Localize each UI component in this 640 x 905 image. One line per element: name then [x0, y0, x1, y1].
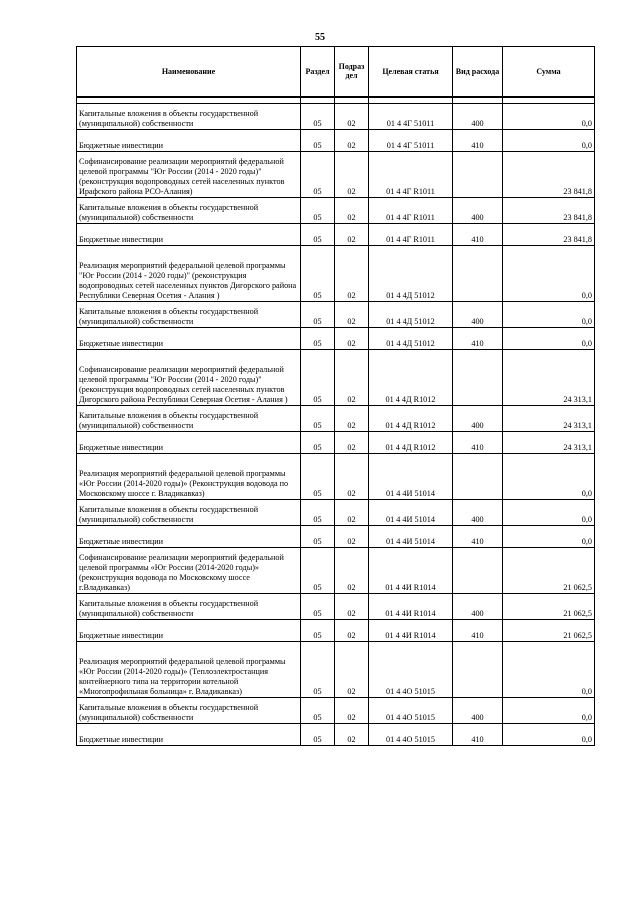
cell-sum: 0,0 [503, 454, 595, 500]
header-razdel: Раздел [301, 47, 335, 97]
cell-razdel: 05 [301, 302, 335, 328]
cell-razdel: 05 [301, 130, 335, 152]
cell-name: Реализация мероприятий федеральной целевой программы "Юг России (2014 - 2020 годы)" (реконструкция водопроводных сетей населенных пунктов Дигорского района Республики Северная Осетия - Алания ) [77, 246, 301, 302]
cell-razdel: 05 [301, 724, 335, 746]
cell-name: Капитальные вложения в объекты государственной (муниципальной) собственности [77, 104, 301, 130]
cell-target: 01 4 4О 51015 [369, 642, 453, 698]
cell-razdel: 05 [301, 620, 335, 642]
cell-sum: 0,0 [503, 130, 595, 152]
cell-podrazdel: 02 [335, 246, 369, 302]
header-target: Целевая статья [369, 47, 453, 97]
cell-target: 01 4 4Д 51012 [369, 302, 453, 328]
cell-target: 01 4 4И R1014 [369, 594, 453, 620]
table-row [77, 724, 595, 746]
cell-vid [453, 548, 503, 594]
cell-target: 01 4 4Г R1011 [369, 224, 453, 246]
cell-name: Софинансирование реализации мероприятий федеральной целевой программы "Юг России (2014 - 2020 годы)" (реконструкция водопроводных сетей населенных пунктов Дигорского района Республики Северная Осетия - Алания ) [77, 350, 301, 406]
table-body [77, 104, 595, 746]
cell-vid: 410 [453, 432, 503, 454]
cell-razdel: 05 [301, 406, 335, 432]
cell-sum: 0,0 [503, 104, 595, 130]
cell-target: 01 4 4Г R1011 [369, 152, 453, 198]
cell-name: Капитальные вложения в объекты государственной (муниципальной) собственности [77, 594, 301, 620]
cell-podrazdel: 02 [335, 302, 369, 328]
cell-name: Бюджетные инвестиции [77, 432, 301, 454]
header-sum: Сумма [503, 47, 595, 97]
cell-name: Капитальные вложения в объекты государственной (муниципальной) собственности [77, 406, 301, 432]
cell-name: Капитальные вложения в объекты государственной (муниципальной) собственности [77, 302, 301, 328]
cell-vid: 400 [453, 594, 503, 620]
cell-target: 01 4 4И R1014 [369, 620, 453, 642]
cell-razdel: 05 [301, 500, 335, 526]
cell-podrazdel: 02 [335, 620, 369, 642]
table-row [77, 620, 595, 642]
cell-podrazdel: 02 [335, 432, 369, 454]
cell-podrazdel: 02 [335, 152, 369, 198]
table-row [77, 104, 595, 130]
table-row [77, 594, 595, 620]
table-row [77, 224, 595, 246]
cell-vid: 400 [453, 500, 503, 526]
cell-target: 01 4 4Д R1012 [369, 406, 453, 432]
cell-sum: 23 841,8 [503, 224, 595, 246]
cell-razdel: 05 [301, 246, 335, 302]
cell-name: Бюджетные инвестиции [77, 620, 301, 642]
cell-razdel: 05 [301, 104, 335, 130]
cell-vid: 400 [453, 406, 503, 432]
cell-razdel: 05 [301, 548, 335, 594]
cell-name: Бюджетные инвестиции [77, 526, 301, 548]
cell-name: Капитальные вложения в объекты государственной (муниципальной) собственности [77, 198, 301, 224]
cell-vid: 410 [453, 526, 503, 548]
cell-vid [453, 642, 503, 698]
cell-podrazdel: 02 [335, 642, 369, 698]
cell-podrazdel: 02 [335, 500, 369, 526]
cell-vid: 400 [453, 698, 503, 724]
table-row [77, 454, 595, 500]
cell-target: 01 4 4Г 51011 [369, 104, 453, 130]
cell-name: Бюджетные инвестиции [77, 130, 301, 152]
cell-vid [453, 350, 503, 406]
cell-sum: 0,0 [503, 724, 595, 746]
cell-target: 01 4 4И R1014 [369, 548, 453, 594]
cell-target: 01 4 4И 51014 [369, 454, 453, 500]
cell-podrazdel: 02 [335, 594, 369, 620]
table-header [77, 47, 595, 104]
table-row [77, 198, 595, 224]
cell-podrazdel: 02 [335, 130, 369, 152]
cell-podrazdel: 02 [335, 406, 369, 432]
cell-vid: 400 [453, 198, 503, 224]
table-row [77, 246, 595, 302]
cell-sum: 23 841,8 [503, 198, 595, 224]
cell-vid: 410 [453, 724, 503, 746]
cell-razdel: 05 [301, 454, 335, 500]
cell-target: 01 4 4И 51014 [369, 500, 453, 526]
cell-target: 01 4 4О 51015 [369, 698, 453, 724]
cell-sum: 0,0 [503, 526, 595, 548]
cell-sum: 0,0 [503, 698, 595, 724]
table-row [77, 130, 595, 152]
table-row [77, 432, 595, 454]
table-row [77, 698, 595, 724]
table-row [77, 328, 595, 350]
cell-sum: 0,0 [503, 328, 595, 350]
cell-name: Капитальные вложения в объекты государственной (муниципальной) собственности [77, 698, 301, 724]
cell-podrazdel: 02 [335, 328, 369, 350]
cell-razdel: 05 [301, 594, 335, 620]
cell-vid [453, 152, 503, 198]
cell-name: Капитальные вложения в объекты государственной (муниципальной) собственности [77, 500, 301, 526]
cell-vid: 400 [453, 302, 503, 328]
cell-razdel: 05 [301, 224, 335, 246]
cell-vid: 410 [453, 620, 503, 642]
cell-razdel: 05 [301, 328, 335, 350]
cell-sum: 24 313,1 [503, 432, 595, 454]
table-row [77, 350, 595, 406]
cell-razdel: 05 [301, 152, 335, 198]
cell-vid [453, 454, 503, 500]
cell-name: Софинансирование реализации мероприятий федеральной целевой программы «Юг России (2014-2020 годы)» (реконструкция водовода по Московскому шоссе г.Владикавказ) [77, 548, 301, 594]
cell-name: Реализация мероприятий федеральной целевой программы «Юг России (2014-2020 годы)» (Теплоэлектростанция контейнерного типа на территории котельной «Многопрофильная больница» г. Владикавказ) [77, 642, 301, 698]
cell-podrazdel: 02 [335, 724, 369, 746]
cell-podrazdel: 02 [335, 198, 369, 224]
cell-target: 01 4 4Д 51012 [369, 246, 453, 302]
cell-podrazdel: 02 [335, 224, 369, 246]
table-row [77, 302, 595, 328]
cell-podrazdel: 02 [335, 548, 369, 594]
cell-target: 01 4 4Д 51012 [369, 328, 453, 350]
cell-target: 01 4 4Д R1012 [369, 350, 453, 406]
cell-razdel: 05 [301, 526, 335, 548]
table-row [77, 152, 595, 198]
cell-podrazdel: 02 [335, 104, 369, 130]
table-row [77, 526, 595, 548]
header-vid: Вид расхода [453, 47, 503, 97]
cell-sum: 0,0 [503, 642, 595, 698]
budget-table [76, 46, 595, 746]
cell-sum: 21 062,5 [503, 620, 595, 642]
cell-sum: 24 313,1 [503, 350, 595, 406]
cell-target: 01 4 4Д R1012 [369, 432, 453, 454]
cell-name: Бюджетные инвестиции [77, 328, 301, 350]
cell-razdel: 05 [301, 432, 335, 454]
cell-vid: 410 [453, 328, 503, 350]
cell-vid: 410 [453, 130, 503, 152]
cell-name: Софинансирование реализации мероприятий федеральной целевой программы "Юг России (2014 - 2020 годы)" (реконструкция водопроводных сетей населенных пунктов Ирафского района РСО-Алания) [77, 152, 301, 198]
page-number: 55 [315, 32, 325, 43]
cell-sum: 21 062,5 [503, 594, 595, 620]
cell-vid: 410 [453, 224, 503, 246]
table-row [77, 548, 595, 594]
cell-sum: 23 841,8 [503, 152, 595, 198]
header-podrazdel: Подраз дел [335, 47, 369, 97]
cell-podrazdel: 02 [335, 526, 369, 548]
table-row [77, 406, 595, 432]
cell-razdel: 05 [301, 350, 335, 406]
table-row [77, 500, 595, 526]
cell-sum: 21 062,5 [503, 548, 595, 594]
cell-target: 01 4 4И 51014 [369, 526, 453, 548]
cell-target: 01 4 4О 51015 [369, 724, 453, 746]
cell-target: 01 4 4Г 51011 [369, 130, 453, 152]
cell-razdel: 05 [301, 698, 335, 724]
header-name: Наименование [77, 47, 301, 97]
table-row [77, 642, 595, 698]
cell-razdel: 05 [301, 198, 335, 224]
cell-podrazdel: 02 [335, 454, 369, 500]
cell-target: 01 4 4Г R1011 [369, 198, 453, 224]
cell-sum: 0,0 [503, 302, 595, 328]
cell-sum: 0,0 [503, 246, 595, 302]
cell-podrazdel: 02 [335, 698, 369, 724]
cell-vid [453, 246, 503, 302]
cell-name: Реализация мероприятий федеральной целевой программы «Юг России (2014-2020 годы)» (Реконструкция водовода по Московскому шоссе г. Владикавказ) [77, 454, 301, 500]
cell-sum: 24 313,1 [503, 406, 595, 432]
cell-name: Бюджетные инвестиции [77, 724, 301, 746]
cell-podrazdel: 02 [335, 350, 369, 406]
cell-sum: 0,0 [503, 500, 595, 526]
header-spacer-row [77, 97, 595, 104]
cell-razdel: 05 [301, 642, 335, 698]
cell-vid: 400 [453, 104, 503, 130]
cell-name: Бюджетные инвестиции [77, 224, 301, 246]
